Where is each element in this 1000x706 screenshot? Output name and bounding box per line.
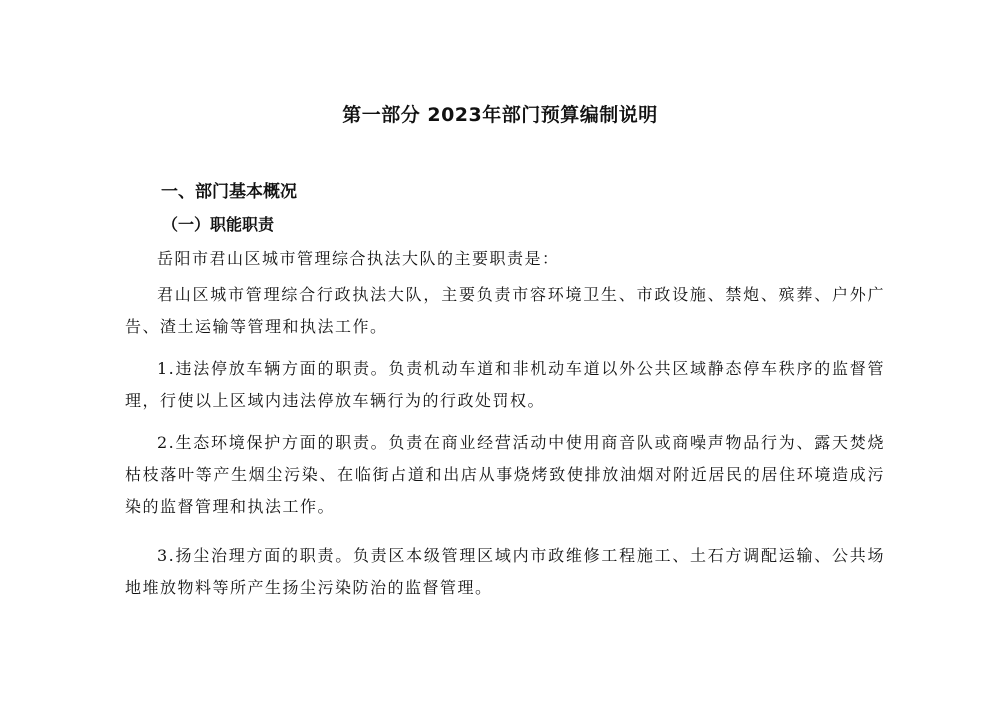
paragraph-text: 君山区城市管理综合行政执法大队，主要负责市容环境卫生、市政设施、禁炮、殡葬、户外广告、渣土运输等管理和执法工作。 [125,285,885,336]
paragraph-text: 3.扬尘治理方面的职责。负责区本级管理区域内市政维修工程施工、土石方调配运输、公共场地堆放物料等所产生扬尘污染防治的监督管理。 [125,546,885,597]
paragraph-text: 1.违法停放车辆方面的职责。负责机动车道和非机动车道以外公共区域静态停车秩序的监督管理，行使以上区域内违法停放车辆行为的行政处罚权。 [125,359,885,410]
paragraph-overview [125,279,885,343]
document-title: 第一部分 2023年部门预算编制说明 [342,104,658,126]
paragraph-text: 2.生态环境保护方面的职责。负责在商业经营活动中使用商音队或商噪声物品行为、露天焚烧枯枝落叶等产生烟尘污染、在临街占道和出店从事烧烤致使排放油烟对附近居民的居住环境造成污染的监督管理和执法工作。 [125,433,885,516]
paragraph-text: 岳阳市君山区城市管理综合执法大队的主要职责是： [157,249,560,268]
paragraph-dust-control [125,540,885,604]
section-heading: 一、部门基本概况 [161,182,297,202]
paragraph-intro [125,243,885,275]
subsection-heading: （一）职能职责 [162,215,275,234]
paragraph-environment [125,427,885,523]
paragraph-parking [125,353,885,417]
